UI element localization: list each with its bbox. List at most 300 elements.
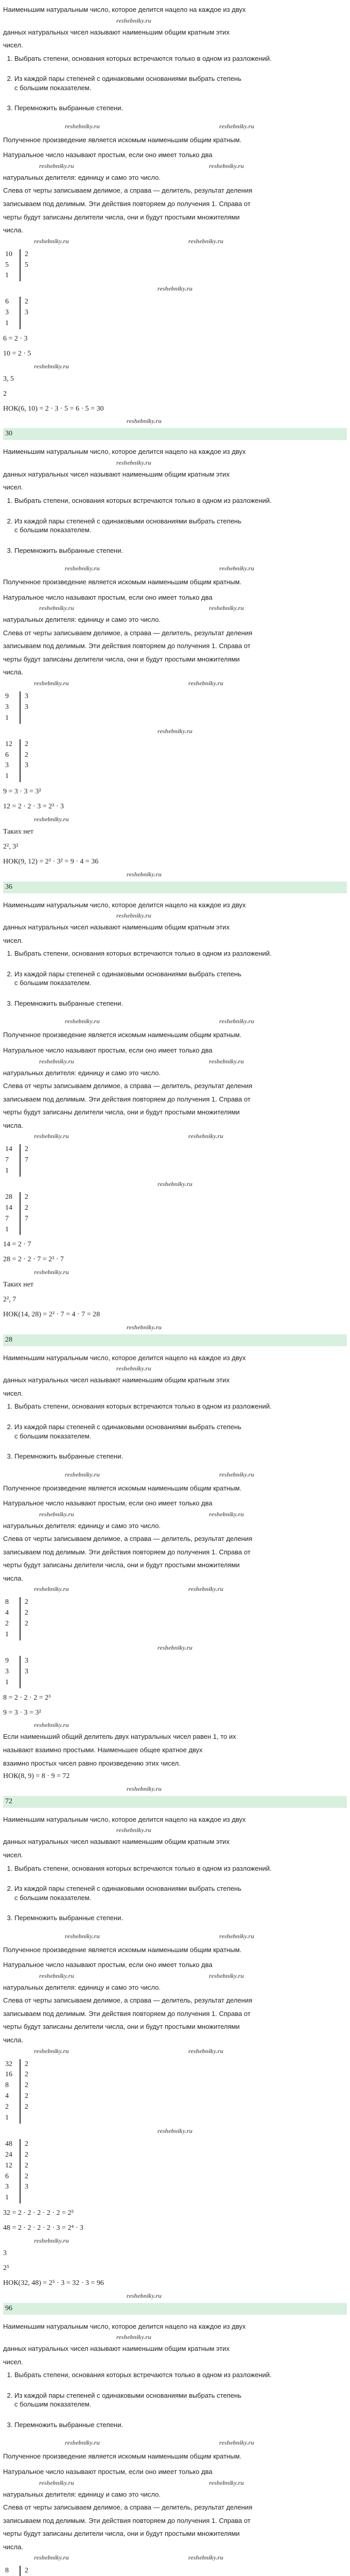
lcm-definition: Наименьшим натуральным число, которое делится нацело на каждое из двух xyxy=(3,1353,246,1362)
divisor: 2 xyxy=(25,751,28,759)
step-item: 1. Выбрать степени, основания которых встречаются только в одном из разложений. xyxy=(14,496,347,505)
watermark: reshebniky.ru xyxy=(219,2439,254,2447)
column-method: черты будут записаны делители числа, они и будут простыми множителями xyxy=(3,213,240,221)
watermark: reshebniky.ru xyxy=(39,1057,74,1065)
step-text: 2. Из каждой пары степеней с одинаковыми основаниями выбрать степень xyxy=(14,517,241,525)
factorization-column xyxy=(5,2566,347,2576)
dividend: 3 xyxy=(5,1667,9,1675)
dividend: 7 xyxy=(5,1156,9,1164)
divisor xyxy=(21,1630,35,1640)
selected-powers: 2⁵ xyxy=(3,2264,9,2272)
dividend: 6 xyxy=(5,751,9,759)
prime-definition: Натуральное число называют простым, если оно имеет только два xyxy=(3,1499,213,1507)
watermark-row xyxy=(3,564,347,572)
divisor: 2 xyxy=(25,1620,28,1628)
watermark: reshebniky.ru xyxy=(34,1585,69,1593)
divisor: 2 xyxy=(25,2150,28,2159)
divisor: 2 xyxy=(25,1598,28,1606)
divisor: 3 xyxy=(25,703,28,711)
dividend: 24 xyxy=(5,2150,12,2159)
dividend: 7 xyxy=(5,1214,9,1223)
watermark-row xyxy=(3,362,347,370)
lcm-definition: чисел. xyxy=(3,483,23,492)
prime-definition: Натуральное число называют простым, если оно имеет только два xyxy=(3,593,213,601)
dividend: 4 xyxy=(5,2092,9,2100)
column-method: Слева от черты записываем делимое, а справа — делитель, результат деления xyxy=(3,1535,253,1543)
divisor xyxy=(21,318,35,329)
watermark-row xyxy=(3,870,347,878)
watermark: reshebniky.ru xyxy=(127,2292,162,2299)
watermark-row xyxy=(3,284,347,293)
dividend: 6 xyxy=(5,2172,9,2180)
dividend: 6 xyxy=(5,298,9,306)
watermark-row xyxy=(3,2236,347,2245)
watermark: reshebniky.ru xyxy=(34,2554,69,2562)
selected-powers: 2 xyxy=(3,389,7,398)
watermark-row xyxy=(3,122,347,130)
watermark: reshebniky.ru xyxy=(39,604,74,612)
column-method: числа. xyxy=(3,668,23,676)
watermark: reshebniky.ru xyxy=(116,1826,151,1834)
watermark-row xyxy=(3,1643,347,1652)
watermark: reshebniky.ru xyxy=(65,2439,100,2447)
lcm-definition: данных натуральных чисел называют наименьшим общим кратным этих xyxy=(3,2345,230,2353)
watermark-row xyxy=(3,1826,347,1834)
divisor: 2 xyxy=(25,1609,28,1617)
step-text: 2. Из каждой пары степеней с одинаковыми основаниями выбрать степень xyxy=(14,2391,241,2399)
step-text: с большим показателем. xyxy=(14,2400,92,2409)
step-item: 3. Перемножить выбранные степени. xyxy=(14,104,347,113)
decomposition: 10 = 2 · 5 xyxy=(3,349,31,358)
factorization-column xyxy=(5,249,347,282)
watermark: reshebniky.ru xyxy=(188,2554,223,2562)
task-section xyxy=(3,901,347,1346)
watermark-row xyxy=(3,1972,347,1980)
lcm-definition: чисел. xyxy=(3,1851,23,1859)
step-item xyxy=(14,2391,347,2409)
watermark: reshebniky.ru xyxy=(127,1785,162,1793)
lcm-definition: Наименьшим натуральным число, которое делится нацело на каждое из двух xyxy=(3,6,246,13)
divisor xyxy=(21,1166,35,1177)
dividend: 3 xyxy=(5,2183,9,2191)
selected-powers: 3 xyxy=(3,2249,7,2258)
divisor: 2 xyxy=(25,1204,28,1212)
lcm-definition: Наименьшим натуральным число, которое делится нацело на каждое из двух xyxy=(3,901,246,909)
divisor xyxy=(21,2113,35,2124)
step-item: 1. Выбрать степени, основания которых встречаются только в одном из разложений. xyxy=(14,1402,347,1411)
watermark: reshebniky.ru xyxy=(116,2333,151,2341)
product-note: Полученное произведение является искомым наименьшим общим кратным. xyxy=(3,1031,242,1039)
divisor: 3 xyxy=(25,1667,28,1675)
prime-definition: натуральных делителя: единицу и само это число. xyxy=(3,1983,161,1991)
column-method: числа. xyxy=(3,2543,23,2551)
step-text: с большим показателем. xyxy=(14,1893,92,1902)
decomposition: 12 = 2 · 2 · 3 = 2² · 3 xyxy=(3,803,64,811)
divisor xyxy=(21,713,35,724)
lcm-steps-list xyxy=(3,2370,347,2429)
watermark: reshebniky.ru xyxy=(188,680,223,687)
step-text: 2. Из каждой пары степеней с одинаковыми основаниями выбрать степень xyxy=(14,75,241,83)
prime-definition: Натуральное число называют простым, если оно имеет только два xyxy=(3,1961,213,1969)
step-text: 2. Из каждой пары степеней с одинаковыми основаниями выбрать степень xyxy=(14,1885,241,1893)
column-method: черты будут записаны делители числа, они и будут простыми множителями xyxy=(3,655,240,663)
watermark: reshebniky.ru xyxy=(127,870,162,878)
watermark-row xyxy=(3,1585,347,1593)
watermark: reshebniky.ru xyxy=(39,2479,74,2486)
dividend: 3 xyxy=(5,703,9,711)
column-method: черты будут записаны делители числа, они и будут простыми множителями xyxy=(3,1561,240,1569)
selected-powers: 2², 7 xyxy=(3,1296,16,1304)
lcm-result: НОК(8, 9) = 8 · 9 = 72 xyxy=(3,1772,70,1781)
selected-powers: Таких нет xyxy=(3,828,34,836)
decomposition: 14 = 2 · 7 xyxy=(3,1241,31,1249)
watermark: reshebniky.ru xyxy=(34,1132,69,1140)
watermark-row xyxy=(3,1510,347,1518)
lcm-definition: чисел. xyxy=(3,1389,23,1397)
dividend: 1 xyxy=(5,1167,9,1175)
column-method: записываем под делимым. Эти действия повторяем до получения 1. Справа от xyxy=(3,1548,251,1556)
coprime-note: взаимно простых чисел равно произведению этих чисел. xyxy=(3,1759,181,1767)
dividend: 14 xyxy=(5,1204,12,1212)
column-method: Слева от черты записываем делимое, а справа — делитель, результат деления xyxy=(3,187,253,195)
divisor: 2 xyxy=(25,2172,28,2180)
dividend: 1 xyxy=(5,1678,9,1686)
lcm-steps-list xyxy=(3,1864,347,1923)
watermark: reshebniky.ru xyxy=(34,1268,69,1276)
divisor: 7 xyxy=(25,1214,28,1223)
watermark: reshebniky.ru xyxy=(219,1018,254,1025)
step-item: 1. Выбрать степени, основания которых встречаются только в одном из разложений. xyxy=(14,949,347,958)
coprime-note: Если наименьший общий делитель двух натуральных чисел равен 1, то их xyxy=(3,1733,236,1741)
answer-box: 36 xyxy=(3,882,347,893)
answer-box: 30 xyxy=(3,428,347,440)
watermark-row xyxy=(3,2479,347,2487)
lcm-steps-list xyxy=(3,496,347,555)
decomposition: 9 = 3 · 3 = 3² xyxy=(3,1708,41,1717)
task-section xyxy=(3,447,347,893)
watermark: reshebniky.ru xyxy=(209,604,244,612)
step-item xyxy=(14,74,347,92)
column-method: числа. xyxy=(3,1574,23,1582)
factorization-column xyxy=(5,1656,347,1688)
factorization-column xyxy=(5,691,347,724)
divisor: 3 xyxy=(25,692,28,700)
dividend: 9 xyxy=(5,692,9,700)
dividend: 16 xyxy=(5,2071,12,2079)
prime-definition: Натуральное число называют простым, если оно имеет только два xyxy=(3,1046,213,1054)
divisor: 2 xyxy=(25,1193,28,1201)
watermark-row xyxy=(3,162,347,170)
divisor: 2 xyxy=(25,250,28,258)
watermark: reshebniky.ru xyxy=(65,1932,100,1940)
dividend: 3 xyxy=(5,761,9,770)
column-method: записываем под делимым. Эти действия повторяем до получения 1. Справа от xyxy=(3,2516,251,2524)
divisor: 2 xyxy=(25,1145,28,1154)
divisor: 3 xyxy=(25,2183,28,2191)
watermark: reshebniky.ru xyxy=(188,1585,223,1593)
watermark: reshebniky.ru xyxy=(39,1972,74,1979)
column-method: черты будут записаны делители числа, они и будут простыми множителями xyxy=(3,2530,240,2538)
watermark-row xyxy=(3,1268,347,1276)
step-item xyxy=(14,1884,347,1902)
factorization-column xyxy=(5,739,347,783)
lcm-definition: Наименьшим натуральным число, которое делится нацело на каждое из двух xyxy=(3,1815,246,1823)
watermark: reshebniky.ru xyxy=(188,237,223,245)
dividend: 2 xyxy=(5,2103,9,2111)
divisor: 2 xyxy=(25,2071,28,2079)
dividend: 1 xyxy=(5,2194,9,2202)
step-item: 3. Перемножить выбранные степени. xyxy=(14,1452,347,1461)
watermark: reshebniky.ru xyxy=(209,1057,244,1065)
watermark: reshebniky.ru xyxy=(34,237,69,245)
decomposition: 32 = 2 · 2 · 2 · 2 · 2 = 2⁵ xyxy=(3,2209,74,2217)
watermark-row xyxy=(3,1180,347,1188)
prime-definition: натуральных делителя: единицу и само это число. xyxy=(3,173,161,181)
factorization-column xyxy=(5,1144,347,1177)
divisor: 2 xyxy=(25,2161,28,2170)
divisor: 2 xyxy=(25,2092,28,2100)
dividend: 1 xyxy=(5,714,9,722)
watermark: reshebniky.ru xyxy=(116,1365,151,1372)
divisor xyxy=(21,2193,35,2204)
watermark: reshebniky.ru xyxy=(157,2127,192,2134)
lcm-steps-list xyxy=(3,949,347,1008)
watermark: reshebniky.ru xyxy=(219,565,254,572)
dividend: 1 xyxy=(5,1631,9,1639)
lcm-definition: чисел. xyxy=(3,936,23,944)
dividend: 1 xyxy=(5,1225,9,1233)
watermark: reshebniky.ru xyxy=(188,1132,223,1140)
watermark: reshebniky.ru xyxy=(157,727,192,735)
column-method: Слева от черты записываем делимое, а справа — делитель, результат деления xyxy=(3,2503,253,2512)
step-item: 3. Перемножить выбранные степени. xyxy=(14,2420,347,2430)
watermark: reshebniky.ru xyxy=(188,2047,223,2055)
watermark: reshebniky.ru xyxy=(34,816,69,823)
selected-powers: 3, 5 xyxy=(3,375,14,383)
watermark: reshebniky.ru xyxy=(39,1510,74,1518)
dividend: 14 xyxy=(5,1145,12,1154)
column-method: числа. xyxy=(3,2036,23,2044)
watermark: reshebniky.ru xyxy=(209,1972,244,1979)
column-method: Слева от черты записываем делимое, а справа — делитель, результат деления xyxy=(3,1996,253,2005)
watermark: reshebniky.ru xyxy=(34,2047,69,2055)
watermark: reshebniky.ru xyxy=(34,362,69,370)
dividend: 8 xyxy=(5,2567,9,2575)
dividend: 5 xyxy=(5,261,9,269)
watermark-row xyxy=(3,679,347,687)
step-text: 2. Из каждой пары степеней с одинаковыми основаниями выбрать степень xyxy=(14,1423,241,1431)
step-item: 3. Перемножить выбранные степени. xyxy=(14,1913,347,1923)
answer-box: 96 xyxy=(3,2303,347,2315)
watermark-row xyxy=(3,1323,347,1331)
dividend: 12 xyxy=(5,2161,12,2170)
factorization-column xyxy=(5,1192,347,1235)
factorization-column xyxy=(5,2059,347,2124)
watermark-row xyxy=(3,815,347,823)
lcm-result: НОК(14, 28) = 2² · 7 = 4 · 7 = 28 xyxy=(3,1311,100,1319)
watermark-row xyxy=(3,1932,347,1940)
divisor: 2 xyxy=(25,2103,28,2111)
watermark-row xyxy=(3,1721,347,1729)
divisor: 2 xyxy=(25,2140,28,2148)
decomposition: 48 = 2 · 2 · 2 · 2 · 3 = 2⁴ · 3 xyxy=(3,2224,83,2232)
dividend: 8 xyxy=(5,1598,9,1606)
task-section xyxy=(3,2322,347,2576)
lcm-definition: Наименьшим натуральным число, которое делится нацело на каждое из двух xyxy=(3,448,246,456)
watermark-row xyxy=(3,2047,347,2055)
decomposition: 6 = 2 · 3 xyxy=(3,335,28,343)
column-method: Слева от черты записываем делимое, а справа — делитель, результат деления xyxy=(3,1082,253,1090)
divisor xyxy=(21,771,35,782)
lcm-result: НОК(32, 48) = 2⁵ · 3 = 32 · 3 = 96 xyxy=(3,2279,104,2287)
step-item xyxy=(14,1422,347,1440)
lcm-definition: чисел. xyxy=(3,2358,23,2366)
lcm-definition: данных натуральных чисел называют наименьшим общим кратным этих xyxy=(3,470,230,478)
divisor xyxy=(21,270,35,281)
divisor xyxy=(21,1225,35,1235)
product-note: Полученное произведение является искомым наименьшим общим кратным. xyxy=(3,1945,242,1954)
column-method: числа. xyxy=(3,226,23,234)
factorization-column xyxy=(5,297,347,329)
divisor: 3 xyxy=(25,1657,28,1665)
decomposition: 8 = 2 · 2 · 2 = 2³ xyxy=(3,1693,51,1702)
decomposition: 28 = 2 · 2 · 7 = 2² · 7 xyxy=(3,1256,64,1264)
divisor xyxy=(21,1677,35,1688)
step-item: 1. Выбрать степени, основания которых встречаются только в одном из разложений. xyxy=(14,2370,347,2380)
prime-definition: натуральных делителя: единицу и само это число. xyxy=(3,1069,161,1077)
factorization-column xyxy=(5,1597,347,1640)
step-text: с большим показателем. xyxy=(14,83,92,92)
dividend: 1 xyxy=(5,272,9,280)
column-method: записываем под делимым. Эти действия повторяем до получения 1. Справа от xyxy=(3,642,251,650)
step-item xyxy=(14,970,347,988)
step-text: с большим показателем. xyxy=(14,526,92,534)
dividend: 3 xyxy=(5,309,9,317)
dividend: 28 xyxy=(5,1193,12,1201)
watermark: reshebniky.ru xyxy=(157,285,192,293)
watermark: reshebniky.ru xyxy=(127,417,162,425)
watermark-row xyxy=(3,2438,347,2447)
lcm-definition: данных натуральных чисел называют наименьшим общим кратным этих xyxy=(3,1376,230,1384)
watermark: reshebniky.ru xyxy=(209,1510,244,1518)
watermark-row xyxy=(3,2553,347,2562)
watermark-row xyxy=(3,2333,347,2341)
product-note: Полученное произведение является искомым наименьшим общим кратным. xyxy=(3,1484,242,1492)
watermark-row xyxy=(3,417,347,425)
watermark-row xyxy=(3,1057,347,1065)
dividend: 12 xyxy=(5,740,12,748)
watermark-row xyxy=(3,2292,347,2300)
divisor: 3 xyxy=(25,761,28,770)
dividend: 9 xyxy=(5,1657,9,1665)
lcm-steps-list xyxy=(3,54,347,113)
watermark: reshebniky.ru xyxy=(127,1323,162,1331)
answer-box: 72 xyxy=(3,1796,347,1808)
column-method: черты будут записаны делители числа, они и будут простыми множителями xyxy=(3,1108,240,1116)
selected-powers: Таких нет xyxy=(3,1281,34,1289)
product-note: Полученное произведение является искомым наименьшим общим кратным. xyxy=(3,2452,242,2461)
column-method: записываем под делимым. Эти действия повторяем до получения 1. Справа от xyxy=(3,200,251,208)
step-text: с большим показателем. xyxy=(14,1432,92,1440)
prime-definition: Натуральное число называют простым, если оно имеет только два xyxy=(3,151,213,159)
watermark: reshebniky.ru xyxy=(209,2479,244,2486)
lcm-result: НОК(9, 12) = 2² · 3² = 9 · 4 = 36 xyxy=(3,857,99,866)
lcm-result: НОК(6, 10) = 2 · 3 · 5 = 6 · 5 = 30 xyxy=(3,404,104,413)
watermark: reshebniky.ru xyxy=(219,1932,254,1940)
decomposition: 9 = 3 · 3 = 3² xyxy=(3,788,41,796)
prime-definition: натуральных делителя: единицу и само это число. xyxy=(3,1521,161,1530)
watermark: reshebniky.ru xyxy=(219,122,254,130)
dividend: 32 xyxy=(5,2060,12,2068)
watermark-row xyxy=(3,1017,347,1025)
lcm-definition: данных натуральных чисел называют наименьшим общим кратным этих xyxy=(3,1838,230,1846)
watermark: reshebniky.ru xyxy=(65,565,100,572)
step-text: с большим показателем. xyxy=(14,979,92,987)
divisor: 7 xyxy=(25,1156,28,1164)
dividend: 1 xyxy=(5,319,9,328)
watermark-row xyxy=(3,16,347,25)
watermark: reshebniky.ru xyxy=(34,680,69,687)
watermark-row xyxy=(3,2127,347,2135)
column-method: числа. xyxy=(3,1121,23,1129)
coprime-note: называют взаимно простыми. Наименьшее общее кратное двух xyxy=(3,1746,203,1754)
divisor: 2 xyxy=(25,2060,28,2068)
task-section xyxy=(3,1815,347,2315)
watermark-row xyxy=(3,1132,347,1140)
divisor: 5 xyxy=(25,261,28,269)
answer-box: 28 xyxy=(3,1334,347,1346)
divisor: 2 xyxy=(25,298,28,306)
watermark-row xyxy=(3,727,347,735)
column-method: Слева от черты записываем делимое, а справа — делитель, результат деления xyxy=(3,629,253,637)
watermark: reshebniky.ru xyxy=(219,1470,254,1478)
prime-definition: натуральных делителя: единицу и само это число. xyxy=(3,2490,161,2498)
task-section xyxy=(3,1353,347,1808)
watermark: reshebniky.ru xyxy=(157,1180,192,1188)
watermark-row xyxy=(3,911,347,920)
prime-definition: Натуральное число называют простым, если оно имеет только два xyxy=(3,2467,213,2476)
selected-powers: 2², 3² xyxy=(3,842,19,851)
watermark: reshebniky.ru xyxy=(116,16,151,24)
dividend: 1 xyxy=(5,772,9,781)
watermark-row xyxy=(3,604,347,612)
watermark: reshebniky.ru xyxy=(209,162,244,170)
lcm-definition: данных натуральных чисел называют наименьшим общим кратным этих xyxy=(3,28,230,36)
divisor: 2 xyxy=(25,2567,28,2575)
watermark: reshebniky.ru xyxy=(34,2237,69,2245)
dividend: 2 xyxy=(5,1620,9,1628)
watermark: reshebniky.ru xyxy=(39,162,74,170)
dividend: 8 xyxy=(5,2081,9,2090)
watermark: reshebniky.ru xyxy=(116,912,151,920)
watermark-row xyxy=(3,1470,347,1479)
column-method: записываем под делимым. Эти действия повторяем до получения 1. Справа от xyxy=(3,2009,251,2018)
task-section xyxy=(3,5,347,440)
watermark: reshebniky.ru xyxy=(157,1644,192,1652)
divisor: 3 xyxy=(25,309,28,317)
column-method: записываем под делимым. Эти действия повторяем до получения 1. Справа от xyxy=(3,1095,251,1103)
watermark: reshebniky.ru xyxy=(65,1018,100,1025)
lcm-definition: чисел. xyxy=(3,41,23,49)
watermark-row xyxy=(3,1364,347,1372)
prime-definition: натуральных делителя: единицу и само это число. xyxy=(3,616,161,624)
factorization-column xyxy=(5,2139,347,2204)
product-note: Полученное произведение является искомым наименьшим общим кратным. xyxy=(3,135,242,144)
dividend: 48 xyxy=(5,2140,12,2148)
watermark: reshebniky.ru xyxy=(65,1470,100,1478)
dividend: 4 xyxy=(5,1609,9,1617)
lcm-steps-list xyxy=(3,1402,347,1461)
